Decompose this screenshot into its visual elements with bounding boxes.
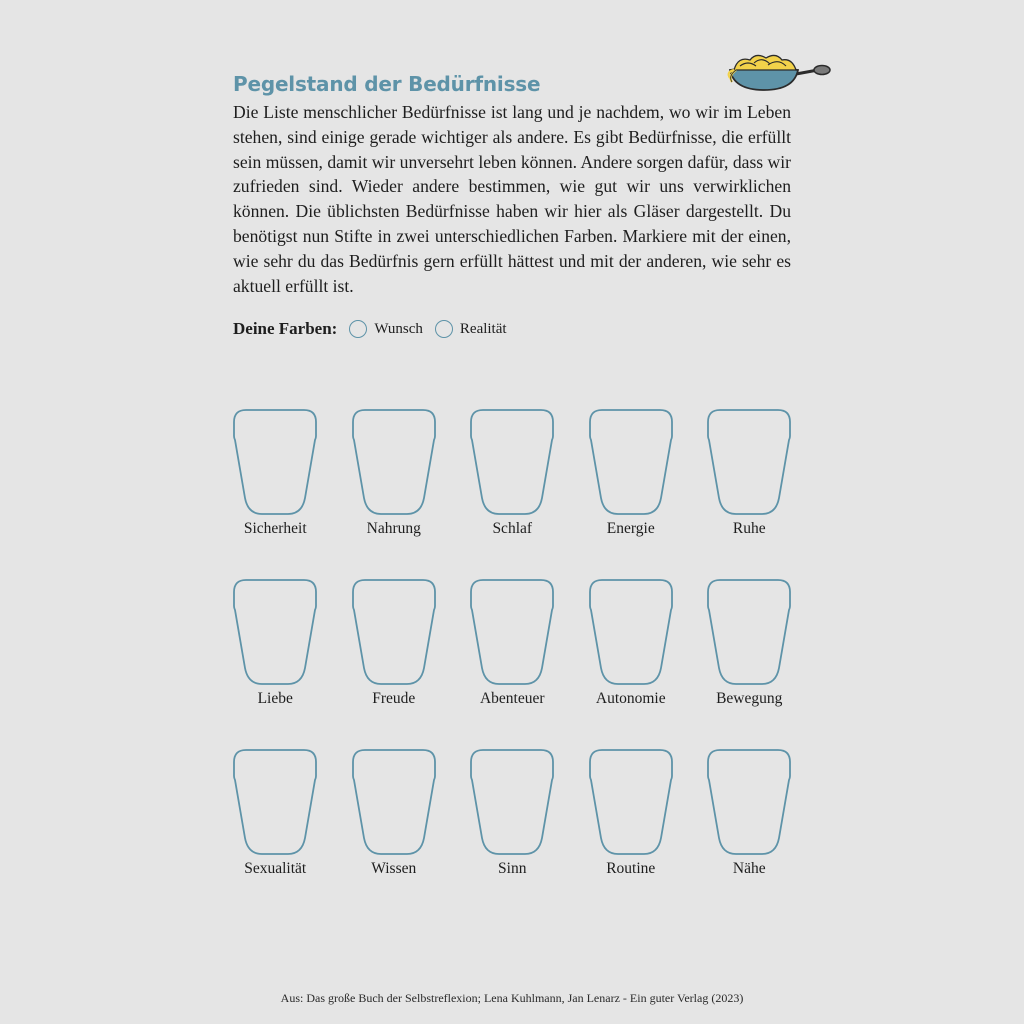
need-label: Routine (606, 860, 656, 877)
need-item (335, 408, 454, 578)
glass-icon[interactable] (232, 578, 318, 690)
need-label: Liebe (257, 690, 293, 707)
glass-icon[interactable] (469, 408, 555, 520)
need-item (572, 578, 691, 748)
need-item (572, 748, 691, 918)
need-label: Schlaf (492, 520, 533, 537)
needs-grid (216, 408, 809, 918)
need-label: Abenteuer (479, 690, 545, 707)
glass-icon[interactable] (232, 748, 318, 860)
need-item (216, 578, 335, 748)
glass-icon[interactable] (351, 578, 437, 690)
glass-icon[interactable] (706, 578, 792, 690)
need-label: Nahrung (366, 520, 421, 537)
need-label: Sexualität (244, 860, 307, 877)
need-item (453, 408, 572, 578)
glass-icon[interactable] (588, 408, 674, 520)
need-label: Ruhe (732, 520, 766, 537)
need-item (690, 578, 809, 748)
glass-icon[interactable] (706, 748, 792, 860)
need-label: Nähe (732, 860, 766, 877)
need-label: Freude (372, 690, 416, 707)
glass-icon[interactable] (469, 748, 555, 860)
color-option-wunsch[interactable] (349, 320, 423, 338)
need-label: Sicherheit (243, 520, 307, 537)
need-label: Bewegung (716, 690, 783, 707)
circle-icon[interactable] (349, 320, 367, 338)
glass-icon[interactable] (351, 408, 437, 520)
circle-icon[interactable] (435, 320, 453, 338)
glass-icon[interactable] (351, 748, 437, 860)
need-item (572, 408, 691, 578)
glass-icon[interactable] (588, 578, 674, 690)
need-item (216, 748, 335, 918)
intro-text: Die Liste menschlicher Bedürfnisse ist lang und je nachdem, wo wir im Leben stehen, sind einige gerade wichtiger als andere. Es gibt Bedürfnisse, die erfüllt sein müssen, damit wir unversehrt leben können. Andere sorgen dafür, dass wir zufrieden sind. Wieder andere bestimmen, wie gut wir uns verwirklichen können. Die üblichsten Bedürfnisse haben wir hier als Gläser dargestellt. Du benötigst nun Stifte in zwei unterschiedlichen Farben. Markiere mit der einen, wie sehr du das Bedürfnis gern erfüllt hättest und mit der anderen, wie sehr es aktuell erfüllt ist. (233, 102, 791, 296)
need-label: Energie (606, 520, 655, 537)
color-option-label: Wunsch (374, 320, 423, 337)
need-label: Autonomie (595, 690, 666, 707)
glass-icon[interactable] (469, 578, 555, 690)
page-title: Pegelstand der Bedürfnisse (233, 72, 541, 96)
need-item (335, 578, 454, 748)
need-item (453, 748, 572, 918)
need-label: Sinn (498, 860, 527, 877)
need-item (335, 748, 454, 918)
spaghetti-bowl-icon (726, 50, 832, 96)
need-item (690, 408, 809, 578)
color-option-label: Realität (459, 320, 507, 337)
color-selection (233, 319, 519, 339)
color-option-realitaet[interactable] (435, 320, 507, 338)
glass-icon[interactable] (706, 408, 792, 520)
need-item (690, 748, 809, 918)
need-item (453, 578, 572, 748)
glass-icon[interactable] (588, 748, 674, 860)
glass-icon[interactable] (232, 408, 318, 520)
color-selection-label: Deine Farben: (233, 319, 338, 338)
need-label: Wissen (371, 860, 417, 877)
footer-citation: Aus: Das große Buch der Selbstreflexion; Lena Kuhlmann, Jan Lenarz - Ein guter Verlag (2023) (280, 991, 744, 1005)
need-item (216, 408, 335, 578)
